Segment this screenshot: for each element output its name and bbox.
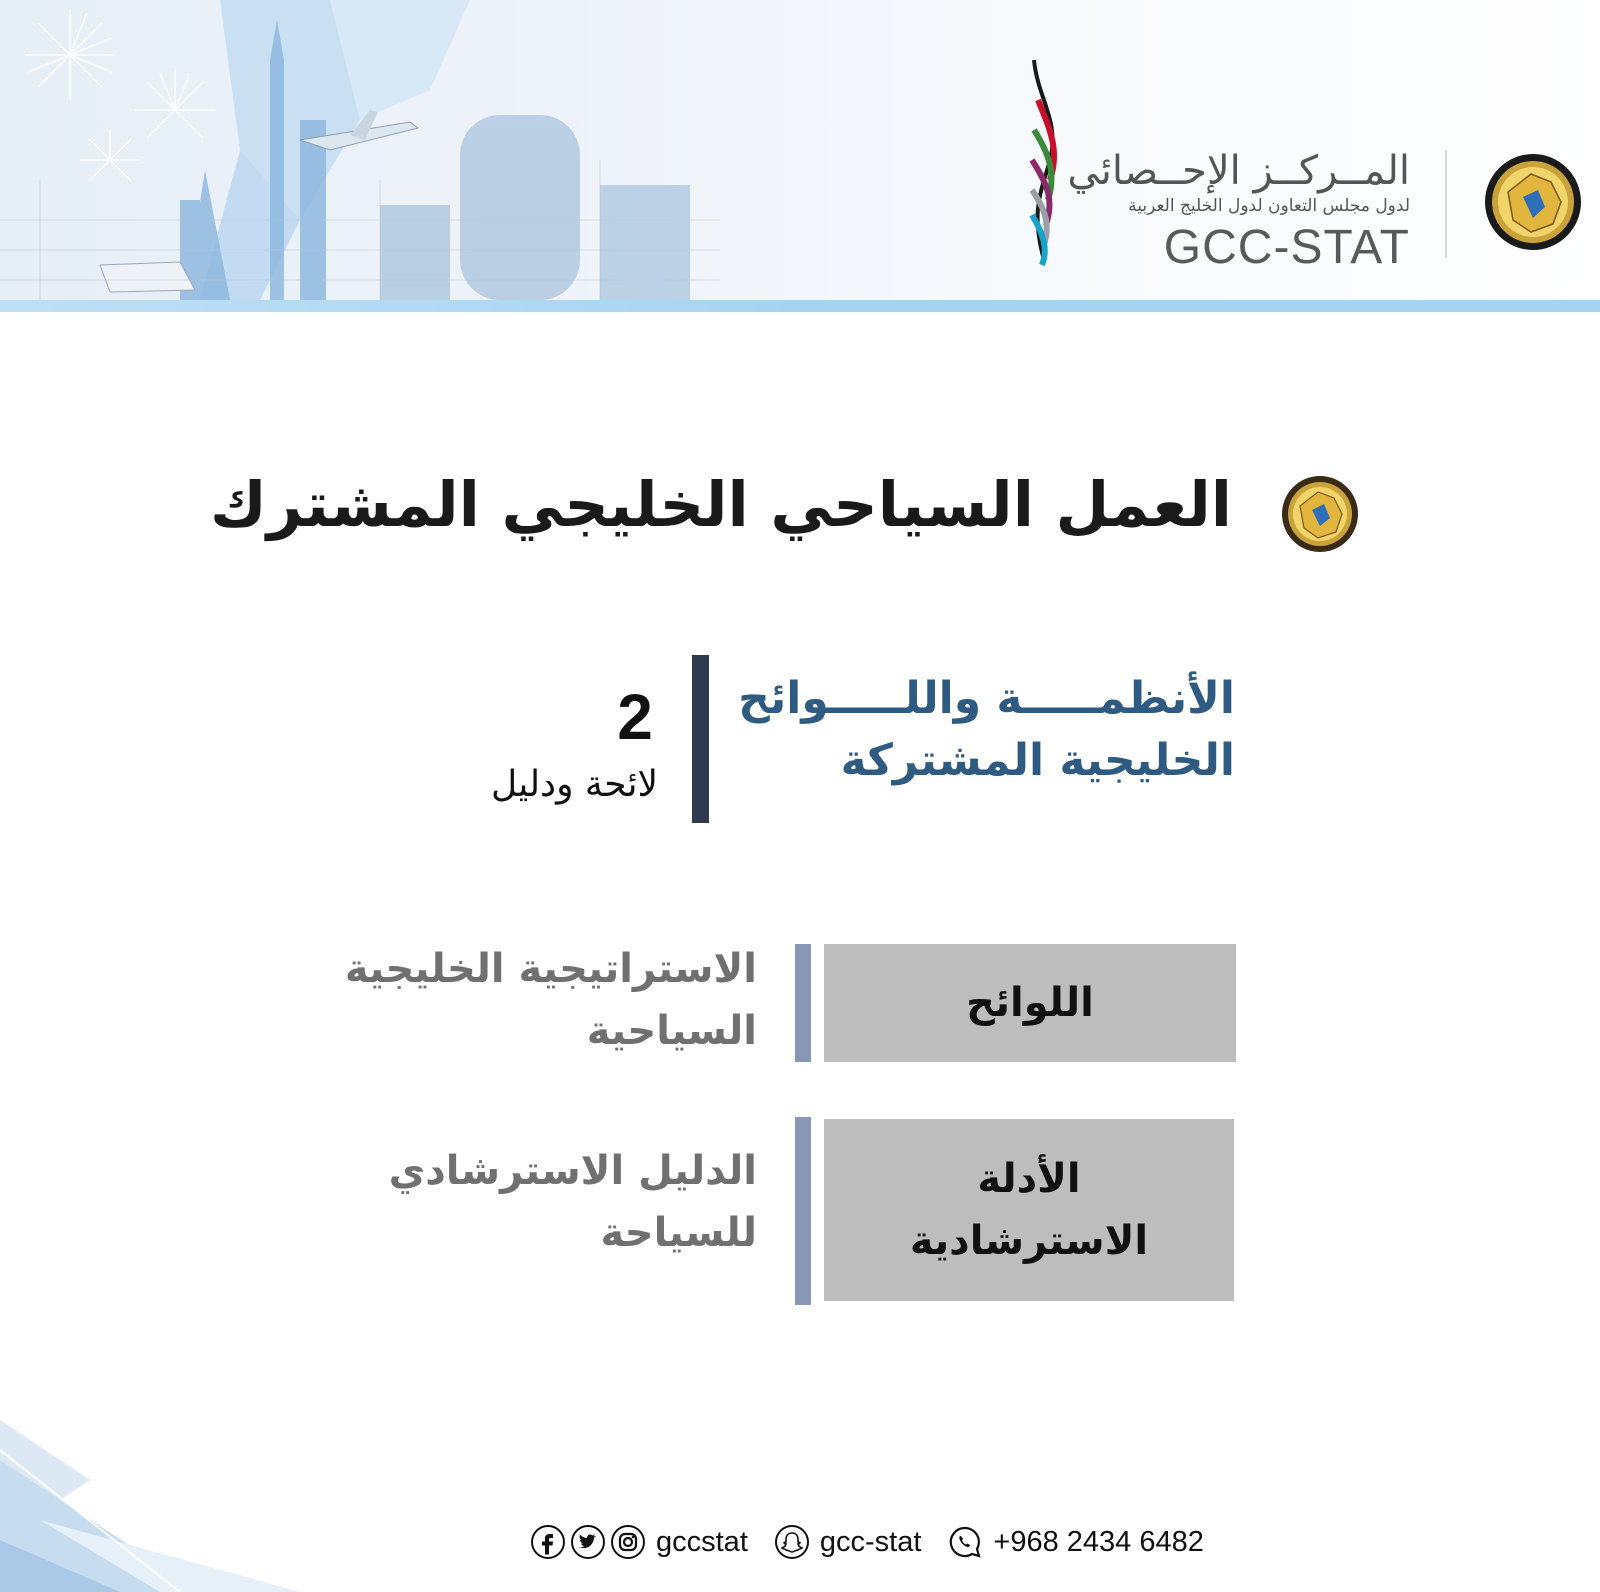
- section-title-line-1: الأنظمـــــة واللـــــوائح: [738, 673, 1235, 724]
- count-label: لائحة ودليل: [490, 764, 658, 805]
- facebook-icon[interactable]: [530, 1524, 566, 1560]
- logo-arabic-subtitle: لدول مجلس التعاون لدول الخليج العربية: [1128, 196, 1410, 216]
- social-handle[interactable]: gccstat: [656, 1525, 748, 1558]
- row-box-label-1: الأدلة: [977, 1156, 1081, 1202]
- row-text-line-1: الاستراتيجية الخليجية: [344, 946, 757, 992]
- row-box-regulations: [824, 944, 1236, 1062]
- header-banner: [0, 0, 1600, 312]
- section-title-line-2: الخليجية المشتركة: [840, 735, 1235, 786]
- logo-divider: [1445, 150, 1447, 258]
- row-box-guides: [824, 1119, 1234, 1301]
- logo-english-title: GCC-STAT: [1163, 221, 1410, 274]
- footer-contacts: [530, 1520, 1204, 1564]
- gcc-seal-icon: [1483, 152, 1583, 252]
- logo-arabic-title: المــركــز الإحــصائي: [1067, 148, 1410, 194]
- row-text-line-2: السياحية: [586, 1008, 757, 1054]
- gcc-stat-logo: [1020, 60, 1420, 274]
- row-item-guide: [389, 1140, 757, 1264]
- count-number: 2: [617, 681, 653, 753]
- row-text-line-2: للسياحة: [600, 1210, 757, 1256]
- row-text-line-1: الدليل الاسترشادي: [388, 1148, 757, 1194]
- instagram-icon[interactable]: [610, 1524, 646, 1560]
- phone-number[interactable]: +968 2434 6482: [993, 1525, 1204, 1558]
- whatsapp-icon[interactable]: [947, 1524, 983, 1560]
- corner-decoration: [0, 1420, 460, 1592]
- main-title-row: [210, 468, 1360, 568]
- page-title: العمل السياحي الخليجي المشترك: [210, 468, 1232, 541]
- row-box-label-2: الاسترشادية: [909, 1218, 1149, 1264]
- title-seal-icon: [1280, 474, 1360, 554]
- banner-stripe: [0, 300, 1600, 312]
- row-item-strategy: [345, 938, 757, 1062]
- snapchat-handle[interactable]: gcc-stat: [819, 1525, 922, 1558]
- row-box-label: اللوائح: [966, 980, 1094, 1026]
- row-divider-bar: [795, 944, 811, 1062]
- twitter-icon[interactable]: [570, 1524, 606, 1560]
- snapchat-icon[interactable]: [774, 1524, 810, 1560]
- row-divider-bar: [795, 1117, 811, 1305]
- skyline-illustration: [0, 0, 720, 300]
- section-title: [738, 668, 1235, 792]
